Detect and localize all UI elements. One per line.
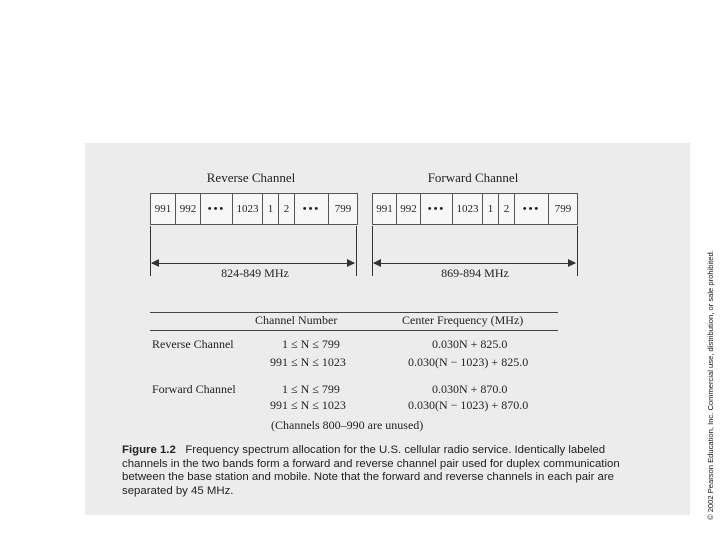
column-header-channel-number: Channel Number <box>255 313 338 327</box>
forward-channel-cell: 2 <box>499 194 515 224</box>
reverse-range-arrow-right <box>347 259 355 267</box>
reverse-channel-strip <box>150 193 358 225</box>
forward-range-arrow-left <box>373 259 381 267</box>
row-label-reverse: Reverse Channel <box>152 337 234 351</box>
forward-range-tick-right <box>577 226 578 276</box>
caption-text: Frequency spectrum allocation for the U.S. cellular radio service. Identically labeled <box>185 444 606 456</box>
figure-caption <box>122 444 622 498</box>
copyright-notice: © 2002 Pearson Education, Inc. Commercial use, distribution, or sale prohibited. <box>706 250 715 520</box>
row-channel-number: 1 ≤ N ≤ 799 <box>282 337 340 351</box>
reverse-band-title: Reverse Channel <box>206 170 296 185</box>
reverse-channel-cell: 1 <box>263 194 279 224</box>
forward-range-arrow-right <box>568 259 576 267</box>
reverse-channel-cell: 992 <box>176 194 201 224</box>
row-center-frequency: 0.030(N − 1023) + 870.0 <box>408 398 529 412</box>
row-channel-number: 991 ≤ N ≤ 1023 <box>270 355 346 369</box>
reverse-channel-cell: 1023 <box>233 194 263 224</box>
reverse-channel-cell: 2 <box>279 194 295 224</box>
row-channel-number: 991 ≤ N ≤ 1023 <box>270 398 346 412</box>
reverse-channel-cell: 991 <box>151 194 176 224</box>
figure-label: Figure 1.2 <box>122 444 176 456</box>
table-header-rule <box>150 330 558 331</box>
row-channel-number: 1 ≤ N ≤ 799 <box>282 382 340 396</box>
row-center-frequency: 0.030(N − 1023) + 825.0 <box>408 355 529 369</box>
reverse-range-label: 824-849 MHz <box>221 266 289 280</box>
reverse-range-tick-left <box>150 226 151 276</box>
column-header-center-frequency: Center Frequency (MHz) <box>402 313 524 327</box>
caption-line-3: between the base station and mobile. Note that the forward and reverse channels in each pair are <box>122 471 614 484</box>
forward-channel-ellipsis: ••• <box>515 194 549 224</box>
row-center-frequency: 0.030N + 825.0 <box>432 337 508 351</box>
forward-band-title: Forward Channel <box>427 170 519 185</box>
forward-channel-strip <box>372 193 578 225</box>
row-center-frequency: 0.030N + 870.0 <box>432 382 508 396</box>
caption-line-4: separated by 45 MHz. <box>122 484 234 497</box>
forward-range-label: 869-894 MHz <box>441 266 509 280</box>
forward-channel-cell: 992 <box>397 194 421 224</box>
forward-range-line <box>374 263 575 264</box>
reverse-range-tick-right <box>356 226 357 276</box>
forward-channel-cell: 1 <box>483 194 499 224</box>
forward-channel-ellipsis: ••• <box>421 194 453 224</box>
reverse-channel-ellipsis: ••• <box>201 194 233 224</box>
forward-channel-cell: 991 <box>373 194 397 224</box>
caption-line-1 <box>122 444 622 458</box>
table-note: (Channels 800–990 are unused) <box>271 418 424 432</box>
forward-channel-cell: 799 <box>554 203 572 215</box>
reverse-channel-ellipsis: ••• <box>295 194 329 224</box>
forward-range-tick-left <box>372 226 373 276</box>
reverse-channel-cell: 799 <box>334 203 352 215</box>
reverse-range-line <box>152 263 354 264</box>
reverse-range-arrow-left <box>151 259 159 267</box>
caption-line-2: channels in the two bands form a forward and reverse channel pair used for duplex communication <box>122 457 620 470</box>
forward-channel-cell: 1023 <box>453 194 483 224</box>
row-label-forward: Forward Channel <box>152 382 236 396</box>
